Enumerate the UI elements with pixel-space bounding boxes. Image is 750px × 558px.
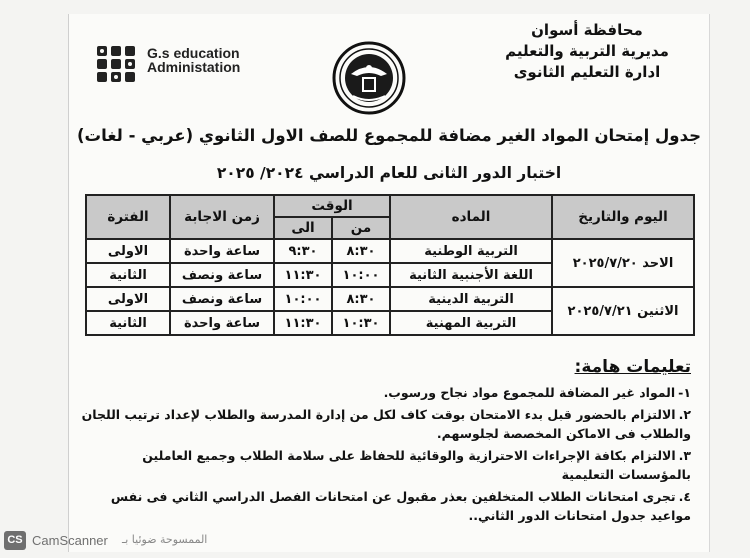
from-cell: ١٠:٠٠ (332, 263, 390, 287)
document-subtitle: اختبار الدور الثانى للعام الدراسي ٢٠٢٤/ ٢٠٢٥ (216, 164, 562, 182)
subject-cell: التربية المهنية (390, 311, 552, 335)
from-cell: ٨:٣٠ (332, 239, 390, 263)
governorate-line: محافظة أسوان (531, 21, 643, 39)
instruction-item (71, 446, 691, 484)
instruction-text: الالتزام بالحضور قبل بدء الامتحان بوقت كاف لكل من إدارة المدرسة والطلاب لإعداد ترتيب اللجان والطلاب فى الاماكن المخصصة لجلوسهم. (81, 407, 691, 441)
col-period: الفترة (86, 195, 170, 239)
period-cell: الاولى (86, 287, 170, 311)
exam-schedule-table (85, 194, 695, 336)
day-cell: الاثنين ٢٠٢٥/٧/٢١ (552, 287, 694, 335)
document-title: جدول إمتحان المواد الغير مضافة للمجموع للصف الاول الثانوي (عربي - لغات) (77, 126, 701, 145)
instruction-text: الالتزام بكافة الإجراءات الاحترازية والوقائية للحفاظ على سلامة الطلاب وجميع العاملين بالمؤسسات التعليمية (142, 448, 691, 482)
instruction-item (71, 383, 691, 402)
period-cell: الثانية (86, 311, 170, 335)
org-line-2: Administation (147, 59, 241, 75)
from-cell: ١٠:٣٠ (332, 311, 390, 335)
subject-cell: التربية الدينية (390, 287, 552, 311)
subject-cell: اللغة الأجنبية الثانية (390, 263, 552, 287)
camscanner-watermark (4, 530, 314, 552)
period-cell: الثانية (86, 263, 170, 287)
from-cell: ٨:٣٠ (332, 287, 390, 311)
to-cell: ١١:٣٠ (274, 263, 332, 287)
instruction-number: ٣. (678, 448, 691, 463)
duration-cell: ساعة ونصف (170, 287, 274, 311)
instruction-number: ٤. (678, 489, 691, 504)
subject-cell: التربية الوطنية (390, 239, 552, 263)
instructions-section (71, 357, 691, 528)
duration-cell: ساعة واحدة (170, 239, 274, 263)
gs-education-logo (97, 44, 297, 84)
period-cell: الاولى (86, 239, 170, 263)
col-from: من (332, 217, 390, 239)
document-page (68, 14, 710, 552)
instructions-title: تعليمات هامة: (574, 357, 691, 377)
watermark-brand: CamScanner (32, 533, 108, 548)
table-header-row (86, 195, 694, 217)
col-subject: الماده (390, 195, 552, 239)
organization-name (147, 46, 240, 74)
egypt-eagle-seal-icon (331, 40, 407, 116)
directorate-line: مديرية التربية والتعليم (505, 42, 669, 60)
watermark-caption: الممسوحة ضوئيا بـ (122, 533, 208, 546)
day-cell: الاحد ٢٠٢٥/٧/٢٠ (552, 239, 694, 287)
col-to: الى (274, 217, 332, 239)
camscanner-logo-icon: CS (4, 531, 26, 550)
table-row (86, 239, 694, 263)
table-row (86, 287, 694, 311)
duration-cell: ساعة واحدة (170, 311, 274, 335)
administration-line: ادارة التعليم الثانوى (513, 63, 661, 81)
instruction-text: المواد غير المضافة للمجموع مواد نجاح ورسوب. (383, 385, 676, 400)
instruction-item (71, 405, 691, 443)
instruction-number: ٢. (678, 407, 691, 422)
col-duration: زمن الاجابة (170, 195, 274, 239)
col-time: الوقت (274, 195, 390, 217)
col-day-date: اليوم والتاريخ (552, 195, 694, 239)
duration-cell: ساعة ونصف (170, 263, 274, 287)
instruction-item (71, 487, 691, 525)
grid-pattern-icon (97, 44, 137, 84)
to-cell: ١٠:٠٠ (274, 287, 332, 311)
instruction-text: تجرى امتحانات الطلاب المتخلفين بعذر مقبول عن امتحانات الفصل الدراسي الثاني فى نفس مواعيد جدول امتحانات الدور الثاني.. (110, 489, 691, 523)
to-cell: ١١:٣٠ (274, 311, 332, 335)
to-cell: ٩:٣٠ (274, 239, 332, 263)
org-line-1: G.s education (147, 45, 240, 61)
ministry-header (477, 20, 697, 83)
instruction-number: ١- (678, 385, 691, 400)
